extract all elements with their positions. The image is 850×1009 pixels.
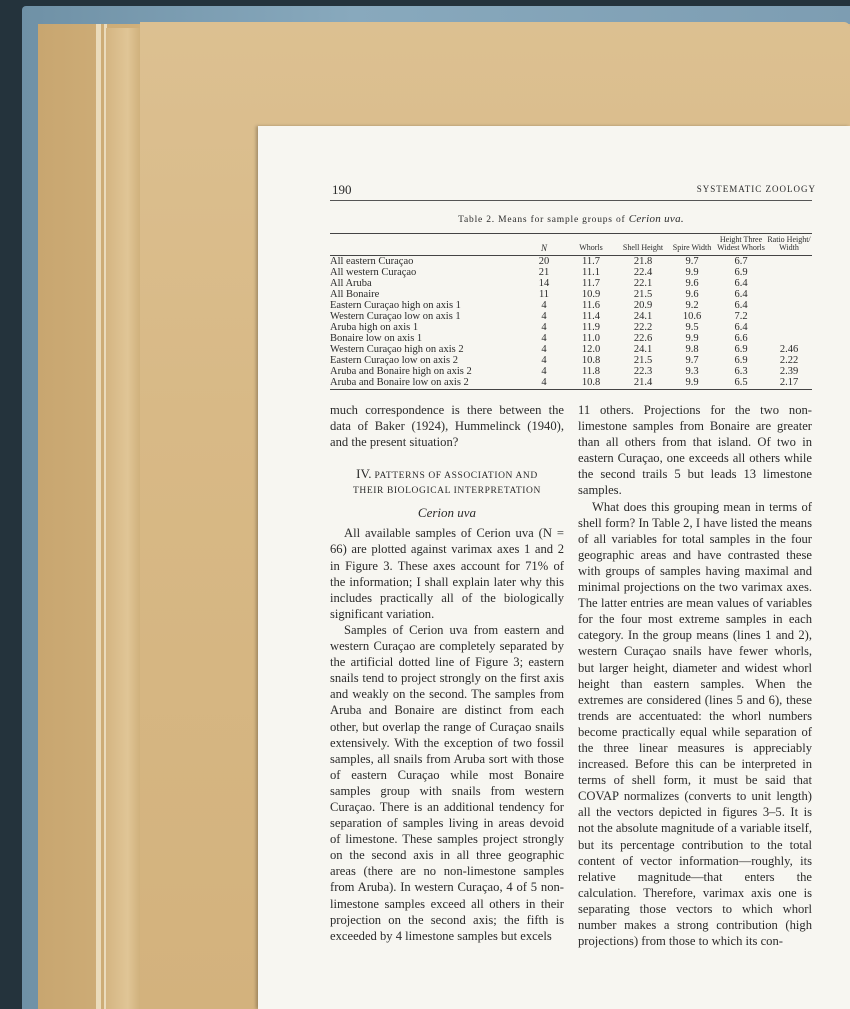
table-cell: 21.5 — [633, 355, 653, 366]
table-cell: 22.3 — [633, 366, 653, 377]
table-cell: 6.5 — [716, 377, 766, 390]
table-cell: 10.8 — [581, 355, 601, 366]
table-cell: 22.2 — [633, 322, 653, 333]
table-cell: 24.1 — [633, 344, 653, 355]
table-cell: 9.9 — [668, 377, 716, 390]
table-row — [330, 278, 812, 289]
table-row — [330, 256, 812, 268]
table-cell: 6.9 — [734, 355, 748, 366]
table-cell: 11.7 — [582, 278, 600, 289]
table-cell: 21 — [538, 267, 550, 278]
table-row — [330, 377, 812, 390]
table-cell: 6.3 — [734, 366, 748, 377]
table-cell: 10.8 — [564, 377, 618, 390]
endpaper-edge — [106, 28, 142, 1009]
section-number: IV. — [356, 466, 372, 482]
subsection-heading: Cerion uva — [417, 505, 477, 521]
table-cell: 22.1 — [633, 278, 653, 289]
table-cell: 4 — [541, 322, 547, 333]
table-cell: 11.1 — [582, 267, 600, 278]
paragraph: 11 others. Projections for the two non-limestone samples from Bonaire are greater than all others from that island. Of two in eastern Curaçao, one exceeds all others while the second trails 5 but leads 13 limestone samples. — [578, 403, 812, 498]
table-row — [330, 311, 812, 322]
table-header: Height Three Widest Whorls — [716, 234, 766, 256]
table-cell: 9.5 — [685, 322, 699, 333]
table-cell: 4 — [541, 311, 547, 322]
table-row — [330, 355, 812, 366]
row-label: Bonaire low on axis 1 — [330, 333, 423, 344]
table-caption-text: Table 2. Means for sample groups of — [458, 215, 626, 225]
table-header: Whorls — [564, 234, 618, 256]
row-label: Aruba and Bonaire low on axis 2 — [330, 377, 524, 390]
table-cell: 9.7 — [685, 256, 699, 267]
table-cell: 21.8 — [633, 256, 653, 267]
table-cell: 11.7 — [582, 256, 600, 267]
section-title-line: PATTERNS OF ASSOCIATION AND — [374, 471, 538, 482]
table-header — [330, 234, 524, 256]
table-cell — [766, 289, 812, 300]
table-header: Shell Height — [618, 234, 668, 256]
table-row — [330, 366, 812, 377]
table-row — [330, 333, 812, 344]
table-cell: 2.17 — [766, 377, 812, 390]
journal-title: SYSTEMATIC ZOOLOGY — [696, 184, 816, 194]
table-cell: 11.0 — [582, 333, 600, 344]
table-cell — [766, 322, 812, 333]
table-cell: 4 — [541, 355, 547, 366]
table-header: N — [524, 234, 564, 256]
table-cell: 9.9 — [685, 267, 699, 278]
table-cell: 6.9 — [734, 344, 748, 355]
table-cell: 10.6 — [682, 311, 702, 322]
table-cell: 2.46 — [779, 344, 799, 355]
table-cell: 9.2 — [685, 300, 699, 311]
table-cell: 22.4 — [633, 267, 653, 278]
table-cell: 9.7 — [685, 355, 699, 366]
table-cell: 11.6 — [582, 300, 600, 311]
left-column — [330, 402, 564, 944]
table-cell — [766, 256, 812, 268]
table-header-row — [330, 234, 812, 256]
table-cell: 4 — [524, 377, 564, 390]
table-cell: 6.4 — [734, 322, 748, 333]
row-label: All western Curaçao — [330, 267, 417, 278]
table-cell: 6.4 — [734, 300, 748, 311]
table-caption — [330, 213, 812, 225]
table-cell: 24.1 — [633, 311, 653, 322]
section-title-line: THEIR BIOLOGICAL INTERPRETATION — [353, 486, 541, 497]
row-label: Eastern Curaçao high on axis 1 — [330, 300, 461, 311]
table-cell: 11.9 — [582, 322, 600, 333]
table-cell: 7.2 — [734, 311, 748, 322]
table-cell — [766, 333, 812, 344]
row-label: Eastern Curaçao low on axis 2 — [330, 355, 459, 366]
table-header: Spire Width — [668, 234, 716, 256]
row-label: All eastern Curaçao — [330, 256, 414, 267]
table-cell: 6.4 — [734, 278, 748, 289]
table-caption-species: Cerion uva. — [628, 213, 684, 225]
table-cell: 6.7 — [734, 256, 748, 267]
table-cell: 11 — [538, 289, 550, 300]
table-row — [330, 300, 812, 311]
table-cell: 20.9 — [633, 300, 653, 311]
row-label: All Bonaire — [330, 289, 380, 300]
section-heading — [330, 466, 564, 499]
table-cell — [766, 278, 812, 289]
table-cell: 2.22 — [779, 355, 799, 366]
page-content — [330, 180, 816, 949]
row-label: All Aruba — [330, 278, 372, 289]
table-cell: 6.4 — [734, 289, 748, 300]
table-cell: 11.8 — [582, 366, 600, 377]
table-cell: 21.5 — [633, 289, 653, 300]
table-cell: 9.9 — [685, 333, 699, 344]
table-row — [330, 322, 812, 333]
table-cell: 6.9 — [734, 267, 748, 278]
row-label: Western Curaçao low on axis 1 — [330, 311, 461, 322]
journal-page — [258, 126, 850, 1009]
paragraph: Samples of Cerion uva from eastern and western Curaçao are completely separated by the artificial dotted line of Figure 3; eastern snails tend to project strongly on the first axis and weakly on the second. The samples from Aruba and Bonaire are distinct from each other, but overlap the range of Curaçao snails extensively. With the exception of two fossil samples, all snails from Aruba sort with those of eastern Curaçao while most Bonaire samples group with snails from western Curaçao. There is an additional tendency for separation of samples living in areas devoid of limestone. These samples project strongly on the second axis in all three geographic areas (there are no non-limestone samples from Aruba). In western Curaçao, 4 of 5 non-limestone samples exceed all others in their projection on the second axis; the fifth is exceeded by 4 limestone samples but excels — [330, 622, 564, 943]
paragraph: much correspondence is there between the data of Baker (1924), Hummelinck (1940), and the present situation? — [330, 403, 564, 450]
paragraph: What does this grouping mean in terms of shell form? In Table 2, I have listed the means of all variables for total samples in the four geographic areas and have contrasted these with groups of samples having maximal and minimal projections on the two varimax axes. The latter entries are mean values of variables for the four most extreme samples in each category. In the group means (lines 1 and 2), western Curaçao snails have fewer whorls, but larger height, diameter and widest whorl height than eastern samples. When the extremes are considered (lines 5 and 6), these trends are accentuated: the whorl numbers become practically equal while separation of the three linear measures is appreciably increased. Before this can be interpreted in terms of shell form, it must be said that COVAP normalizes (converts to unit length) all the vectors depicted in figures 3–5. It is not the absolute magnitude of a variable itself, but its percentage contribution to the total content of vector information—roughly, its relative magnitude—that enters the calculation. Therefore, varimax axis one is separating those vectors to which whorl number makes a strong contribution (high projections) from those to which its con- — [578, 499, 812, 949]
table-cell — [766, 300, 812, 311]
row-label: Aruba high on axis 1 — [330, 322, 419, 333]
table-cell: 9.6 — [685, 289, 699, 300]
table-cell: 6.6 — [734, 333, 748, 344]
page-number: 190 — [332, 182, 352, 197]
paragraph: All available samples of Cerion uva (N = 66) are plotted against varimax axes 1 and 2 in Figure 3. These axes account for 71% of the information; I shall explain later why this includes practically all of the biologically significant variation. — [330, 526, 564, 621]
table-cell: 12.0 — [581, 344, 601, 355]
running-head — [330, 180, 816, 201]
table-cell: 4 — [541, 344, 547, 355]
table-cell: 4 — [541, 300, 547, 311]
right-column — [578, 402, 812, 949]
table-cell: 10.9 — [581, 289, 601, 300]
table-cell — [766, 267, 812, 278]
table-row — [330, 267, 812, 278]
table-cell: 22.6 — [633, 333, 653, 344]
table-cell: 11.4 — [582, 311, 600, 322]
row-label: Western Curaçao high on axis 2 — [330, 344, 464, 355]
table-cell: 4 — [541, 333, 547, 344]
table-row — [330, 289, 812, 300]
table-cell: 20 — [538, 256, 550, 267]
table-cell — [766, 311, 812, 322]
table-cell: 9.8 — [685, 344, 699, 355]
table-cell: 9.3 — [685, 366, 699, 377]
table-cell: 2.39 — [779, 366, 799, 377]
row-label: Aruba and Bonaire high on axis 2 — [330, 366, 472, 377]
table-cell: 9.6 — [685, 278, 699, 289]
table-header: Ratio Height/ Width — [766, 234, 812, 256]
table-cell: 14 — [538, 278, 550, 289]
page-edge — [96, 24, 101, 1009]
means-table — [330, 233, 812, 390]
table-row — [330, 344, 812, 355]
table-cell: 21.4 — [618, 377, 668, 390]
table-cell: 4 — [541, 366, 547, 377]
